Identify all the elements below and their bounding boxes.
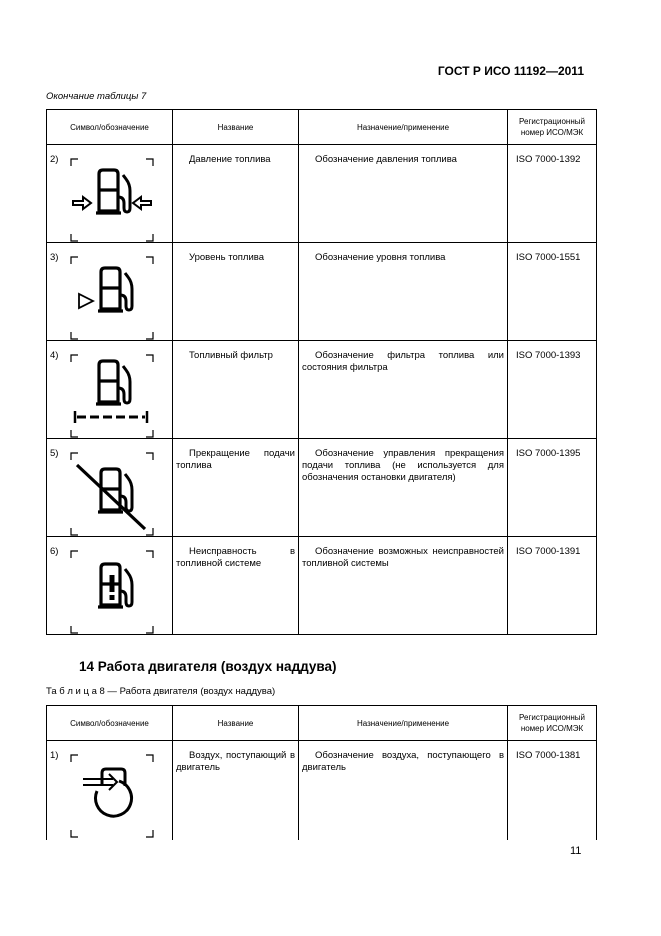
table-header-row xyxy=(47,110,597,145)
reg-number-cell: ISO 7000-1393 xyxy=(508,341,597,439)
purpose-cell: Обозначение давления топлива xyxy=(299,145,508,243)
fuel-filter-icon xyxy=(69,353,155,439)
name-cell: Давление топлива xyxy=(173,145,299,243)
header-symbol: Символ/обозначение xyxy=(47,706,173,741)
table-7 xyxy=(46,109,597,635)
reg-number-cell: ISO 7000-1395 xyxy=(508,439,597,537)
symbol-cell xyxy=(47,537,173,635)
fuel-level-icon xyxy=(69,255,155,341)
name-cell: Воздух, поступающий в двигатель xyxy=(173,741,299,840)
row-number: 3) xyxy=(50,252,59,263)
section-14-title: 14 Работа двигателя (воздух наддува) xyxy=(79,659,337,674)
row-number: 5) xyxy=(50,448,59,459)
name-cell: Прекращение подачи топлива xyxy=(173,439,299,537)
name-cell: Уровень топлива xyxy=(173,243,299,341)
table-row xyxy=(47,341,597,439)
purpose-cell: Обозначение уровня топлива xyxy=(299,243,508,341)
purpose-cell: Обозначение фильтра топлива или состояния фильтра xyxy=(299,341,508,439)
row-number: 2) xyxy=(50,154,59,165)
purpose-cell: Обозначение управления прекращения подачи топлива (не используется для обозначения остановки двигателя) xyxy=(299,439,508,537)
reg-number-cell: ISO 7000-1391 xyxy=(508,537,597,635)
symbol-cell xyxy=(47,145,173,243)
table-row xyxy=(47,243,597,341)
table-row xyxy=(47,537,597,635)
header-name: Название xyxy=(173,706,299,741)
name-cell: Неисправность в топливной системе xyxy=(173,537,299,635)
header-reg-number: Регистрационный номер ИСО/МЭК xyxy=(508,706,597,741)
table-8 xyxy=(46,705,597,840)
fuel-pressure-icon xyxy=(69,157,155,243)
table-row xyxy=(47,741,597,840)
header-purpose: Назначение/применение xyxy=(299,110,508,145)
purpose-cell: Обозначение возможных неисправностей топливной системы xyxy=(299,537,508,635)
page-number: 11 xyxy=(570,845,582,857)
symbol-cell xyxy=(47,341,173,439)
header-reg-number: Регистрационный номер ИСО/МЭК xyxy=(508,110,597,145)
header-symbol: Символ/обозначение xyxy=(47,110,173,145)
row-number: 4) xyxy=(50,350,59,361)
reg-number-cell: ISO 7000-1392 xyxy=(508,145,597,243)
table-row xyxy=(47,145,597,243)
symbol-cell xyxy=(47,741,173,840)
fuel-system-failure-icon xyxy=(69,549,155,635)
reg-number-cell: ISO 7000-1381 xyxy=(508,741,597,840)
row-number: 1) xyxy=(50,750,59,761)
table-row xyxy=(47,439,597,537)
symbol-cell xyxy=(47,439,173,537)
table7-caption: Окончание таблицы 7 xyxy=(46,91,147,102)
purpose-cell: Обозначение воздуха, поступающего в двигатель xyxy=(299,741,508,840)
header-name: Название xyxy=(173,110,299,145)
header-purpose: Назначение/применение xyxy=(299,706,508,741)
name-cell: Топливный фильтр xyxy=(173,341,299,439)
reg-number-cell: ISO 7000-1551 xyxy=(508,243,597,341)
table8-caption: Та б л и ц а 8 — Работа двигателя (воздух наддува) xyxy=(46,686,276,697)
engine-intake-air-icon xyxy=(69,753,155,839)
row-number: 6) xyxy=(50,546,59,557)
fuel-shutoff-icon xyxy=(69,451,155,537)
symbol-cell xyxy=(47,243,173,341)
table-header-row xyxy=(47,706,597,741)
standard-header: ГОСТ Р ИСО 11192—2011 xyxy=(437,64,584,78)
